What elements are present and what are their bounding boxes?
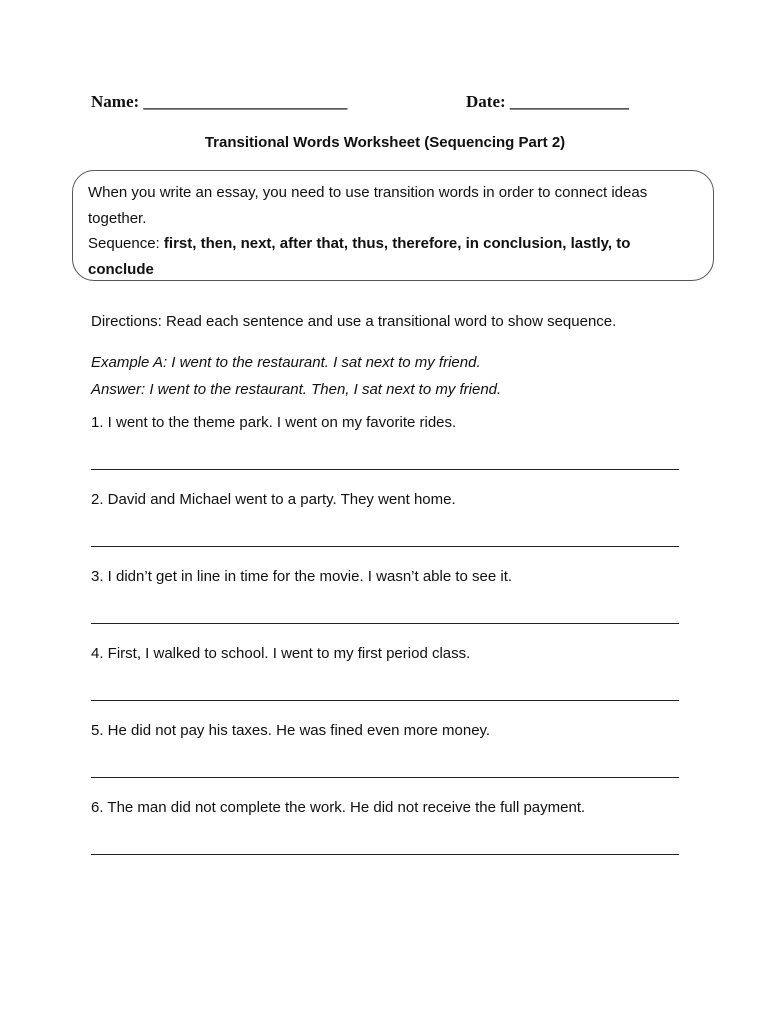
question-1: 1. I went to the theme park. I went on my favorite rides.: [91, 414, 457, 431]
transition-words-box: [72, 170, 714, 281]
answer-line-6[interactable]: [91, 854, 679, 855]
worksheet-title: Transitional Words Worksheet (Sequencing Part 2): [204, 134, 566, 151]
sequence-words: first, then, next, after that, thus, therefore, in conclusion, lastly, to conclude: [88, 235, 631, 278]
example-answer: Answer: I went to the restaurant. Then, I sat next to my friend.: [91, 381, 502, 398]
question-5: 5. He did not pay his taxes. He was fined even more money.: [91, 722, 491, 739]
example-block: [91, 349, 501, 403]
question-6: 6. The man did not complete the work. He did not receive the full payment.: [91, 799, 586, 816]
sequence-label: Sequence:: [88, 235, 160, 252]
answer-line-2[interactable]: [91, 546, 679, 547]
name-field[interactable]: Name: ________________________: [91, 92, 348, 111]
question-3: 3. I didn’t get in line in time for the movie. I wasn’t able to see it.: [91, 568, 513, 585]
question-2: 2. David and Michael went to a party. They went home.: [91, 491, 456, 508]
question-4: 4. First, I walked to school. I went to my first period class.: [91, 645, 471, 662]
answer-line-1[interactable]: [91, 469, 679, 470]
answer-line-3[interactable]: [91, 623, 679, 624]
header-row: [91, 92, 651, 116]
directions: Directions: Read each sentence and use a transitional word to show sequence.: [91, 313, 617, 330]
example-prompt: Example A: I went to the restaurant. I sat next to my friend.: [91, 354, 481, 371]
info-intro: When you write an essay, you need to use transition words in order to connect ideas together.: [88, 184, 648, 227]
date-field[interactable]: Date: ______________: [466, 92, 629, 111]
answer-line-4[interactable]: [91, 700, 679, 701]
answer-line-5[interactable]: [91, 777, 679, 778]
